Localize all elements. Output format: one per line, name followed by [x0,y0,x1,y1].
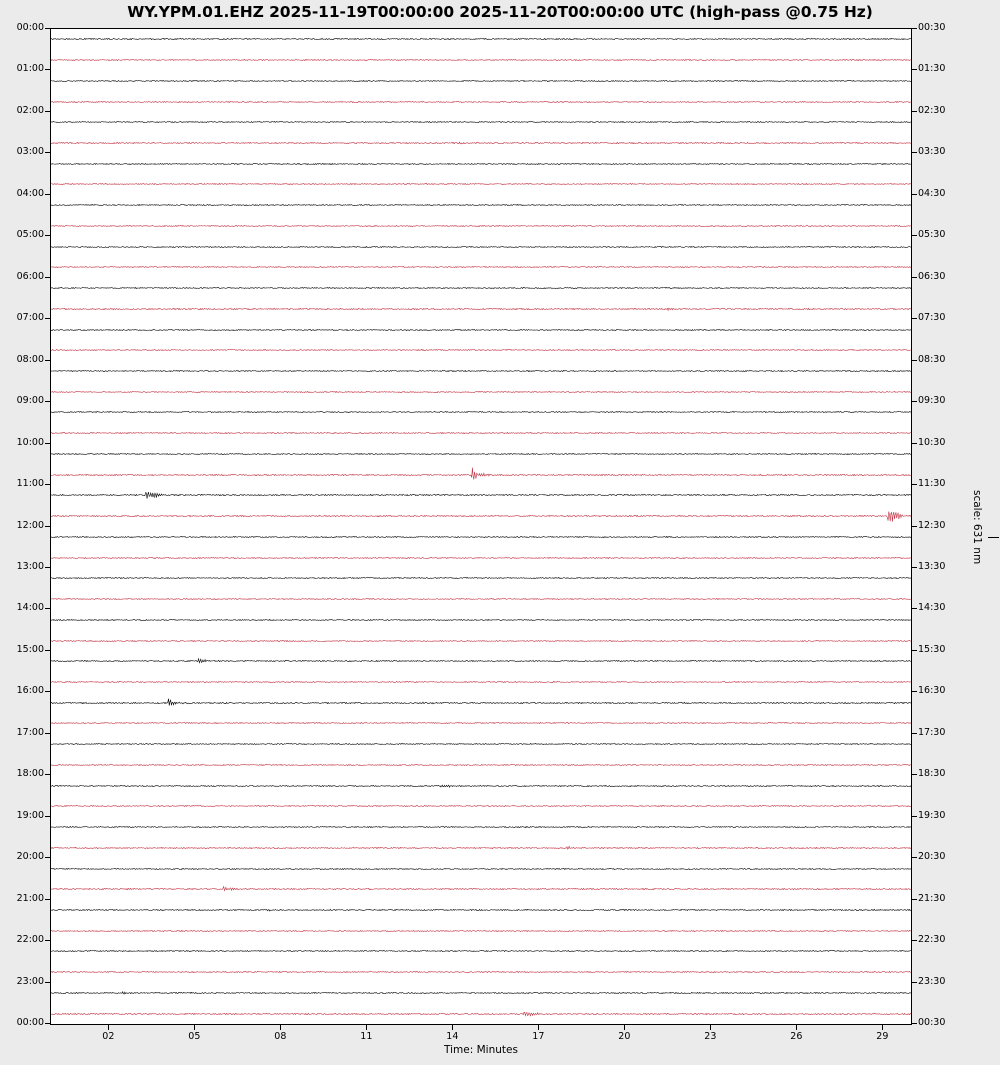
x-tick-mark [194,1025,195,1030]
x-tick-label: 08 [274,1031,287,1042]
y-tick-mark-right [912,318,917,319]
y-tick-label-right: 15:30 [918,643,946,655]
y-tick-label-left: 23:00 [16,975,44,987]
y-tick-label-right: 04:30 [918,187,946,199]
y-tick-label-right: 10:30 [918,436,946,448]
y-tick-label-right: 12:30 [918,519,946,531]
y-tick-label-left: 00:00 [16,1017,44,1028]
y-tick-label-right: 07:30 [918,312,946,324]
y-tick-label-left: 09:00 [16,395,44,407]
y-tick-mark-right [912,484,917,485]
y-tick-label-right: 00:30 [918,22,946,33]
x-tick-label: 26 [790,1031,803,1042]
y-tick-label-right: 16:30 [918,685,946,697]
y-tick-label-left: 05:00 [16,229,44,241]
y-tick-mark-right [912,650,917,651]
x-tick-mark [882,1025,883,1030]
y-tick-label-left: 12:00 [16,519,44,531]
x-tick-mark [796,1025,797,1030]
y-tick-label-left: 19:00 [16,809,44,821]
y-tick-label-left: 02:00 [16,104,44,116]
y-tick-label-right: 21:30 [918,892,946,904]
x-tick-label: 14 [446,1031,459,1042]
x-tick-mark [366,1025,367,1030]
x-tick-label: 11 [360,1031,373,1042]
y-tick-mark-right [912,152,917,153]
y-tick-mark-right [912,774,917,775]
x-tick-mark [280,1025,281,1030]
y-tick-label-left: 03:00 [16,146,44,158]
y-tick-label-right: 18:30 [918,768,946,780]
y-tick-label-right: 02:30 [918,104,946,116]
y-tick-mark-right [912,360,917,361]
y-tick-label-right: 03:30 [918,146,946,158]
y-tick-label-left: 22:00 [16,934,44,946]
y-tick-label-right: 09:30 [918,395,946,407]
y-tick-mark-right [912,111,917,112]
y-tick-mark-right [912,401,917,402]
y-tick-label-right: 19:30 [918,809,946,821]
y-tick-label-left: 20:00 [16,851,44,863]
x-axis-title: Time: Minutes [444,1044,518,1056]
y-tick-label-left: 01:00 [16,63,44,75]
x-tick-mark [108,1025,109,1030]
y-tick-mark-right [912,733,917,734]
y-tick-label-left: 18:00 [16,768,44,780]
x-tick-label: 05 [188,1031,201,1042]
y-tick-label-right: 01:30 [918,63,946,75]
y-tick-label-right: 22:30 [918,934,946,946]
y-tick-mark-right [912,940,917,941]
scale-bar [988,537,999,538]
page-title: WY.YPM.01.EHZ 2025-11-19T00:00:00 2025-11-20T00:00:00 UTC (high-pass @0.75 Hz) [127,3,873,21]
y-tick-mark-right [912,69,917,70]
y-tick-label-left: 04:00 [16,187,44,199]
y-tick-label-left: 13:00 [16,560,44,572]
y-tick-mark-right [912,567,917,568]
y-tick-mark-right [912,526,917,527]
y-tick-mark-right [912,1023,917,1024]
y-tick-label-left: 10:00 [16,436,44,448]
y-tick-label-right: 08:30 [918,353,946,365]
y-tick-mark-right [912,28,917,29]
y-tick-mark-right [912,194,917,195]
x-tick-label: 02 [102,1031,115,1042]
y-tick-mark-right [912,608,917,609]
y-tick-label-right: 00:30 [918,1017,946,1028]
y-tick-mark-right [912,235,917,236]
x-tick-mark [452,1025,453,1030]
y-tick-label-right: 13:30 [918,560,946,572]
y-tick-label-right: 06:30 [918,270,946,282]
y-tick-mark-right [912,691,917,692]
y-tick-mark-right [912,982,917,983]
y-tick-label-left: 08:00 [16,353,44,365]
y-tick-label-right: 20:30 [918,851,946,863]
y-tick-mark-right [912,899,917,900]
x-tick-mark [624,1025,625,1030]
y-tick-label-left: 21:00 [16,892,44,904]
y-tick-label-left: 06:00 [16,270,44,282]
y-tick-mark-right [912,443,917,444]
y-tick-label-right: 17:30 [918,726,946,738]
x-tick-mark [710,1025,711,1030]
y-tick-label-right: 14:30 [918,602,946,614]
x-tick-label: 20 [618,1031,631,1042]
scale-label: scale: 631 nm [971,490,983,565]
y-tick-label-left: 17:00 [16,726,44,738]
y-tick-label-left: 11:00 [16,478,44,490]
y-tick-mark-right [912,277,917,278]
y-tick-label-right: 05:30 [918,229,946,241]
y-tick-label-right: 23:30 [918,975,946,987]
y-tick-label-left: 15:00 [16,643,44,655]
y-tick-label-left: 00:00 [16,22,44,33]
y-tick-mark-right [912,816,917,817]
y-tick-mark-right [912,857,917,858]
y-axis-right [50,22,946,1028]
x-tick-label: 17 [532,1031,545,1042]
y-tick-label-left: 14:00 [16,602,44,614]
y-tick-label-left: 07:00 [16,312,44,324]
x-tick-label: 29 [876,1031,889,1042]
x-tick-label: 23 [704,1031,717,1042]
x-axis [50,1025,912,1065]
y-tick-label-left: 16:00 [16,685,44,697]
y-tick-label-right: 11:30 [918,478,946,490]
x-tick-mark [538,1025,539,1030]
